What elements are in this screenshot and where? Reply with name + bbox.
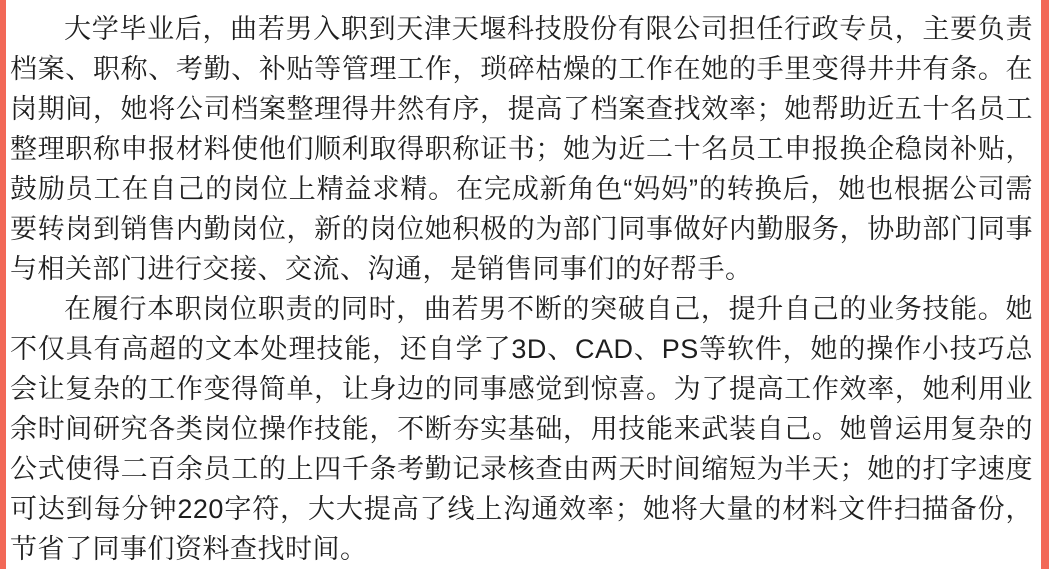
left-accent-border xyxy=(0,0,6,569)
document-body xyxy=(10,9,1033,569)
paragraph-1: 大学毕业后，曲若男入职到天津天堰科技股份有限公司担任行政专员，主要负责档案、职称、考勤、补贴等管理工作，琐碎枯燥的工作在她的手里变得井井有条。在岗期间，她将公司档案整理得井然有序，提高了档案查找效率；她帮助近五十名员工整理职称申报材料使他们顺利取得职称证书；她为近二十名员工申报换企稳岗补贴，鼓励员工在自己的岗位上精益求精。在完成新角色“妈妈”的转换后，她也根据公司需要转岗到销售内勤岗位，新的岗位她积极的为部门同事做好内勤服务，协助部门同事与相关部门进行交接、交流、沟通，是销售同事们的好帮手。 xyxy=(10,14,1033,284)
paragraph-2: 在履行本职岗位职责的同时，曲若男不断的突破自己，提升自己的业务技能。她不仅具有高超的文本处理技能，还自学了3D、CAD、PS等软件，她的操作小技巧总会让复杂的工作变得简单，让身边的同事感觉到惊喜。为了提高工作效率，她利用业余时间研究各类岗位操作技能，不断夯实基础，用技能来武装自己。她曾运用复杂的公式使得二百余员工的上四千条考勤记录核查由两天时间缩短为半天；她的打字速度可达到每分钟220字符，大大提高了线上沟通效率；她将大量的材料文件扫描备份，节省了同事们资料查找时间。 xyxy=(10,294,1033,564)
right-accent-border xyxy=(1041,0,1049,569)
